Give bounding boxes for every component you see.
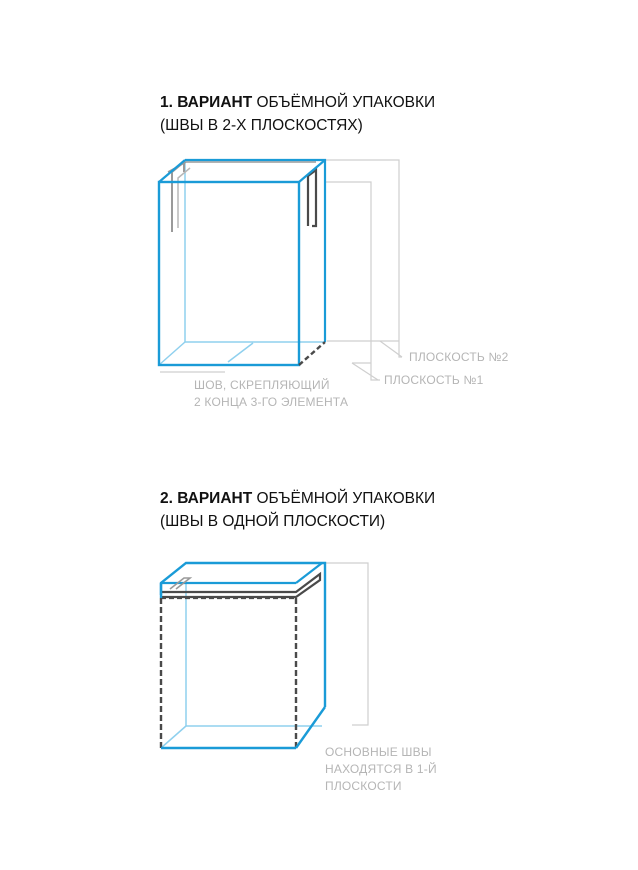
back-top-frame (185, 160, 325, 342)
v2-bottom-left-diagonal (161, 726, 186, 748)
plane1-label: ПЛОСКОСТЬ №1 (384, 373, 484, 387)
left-seam-strip-inner (178, 168, 190, 228)
variant1-subtitle: (ШВЫ В 2-Х ПЛОСКОСТЯХ) (160, 117, 363, 134)
variant2-box-drawing (161, 563, 368, 748)
bottom-right-dashed-seam (299, 342, 325, 365)
variant1-seam-label (194, 377, 348, 411)
variant1-title: ОБЪЁМНОЙ УПАКОВКИ (252, 94, 436, 111)
variant2-subtitle: (ШВЫ В ОДНОЙ ПЛОСКОСТИ) (160, 513, 386, 530)
plane1-label-tick (352, 363, 378, 380)
plane2-guide (325, 160, 402, 357)
right-seam-strip (308, 170, 316, 226)
top-gray-strip (168, 162, 316, 172)
v2-bottom-right-diagonal (296, 707, 325, 748)
variant2-seam-label (325, 744, 437, 795)
plane1-guide (325, 182, 380, 380)
variant2-seam-label-line1: ОСНОВНЫЕ ШВЫ (325, 745, 432, 759)
variant1-seam-label-line1: ШОВ, СКРЕПЛЯЮЩИЙ (194, 378, 330, 392)
seam-leader (228, 343, 253, 362)
top-right-diagonal (299, 160, 325, 182)
variant2-number: 2. ВАРИАНТ (160, 490, 253, 507)
front-face (159, 182, 299, 365)
bottom-left-diagonal (159, 342, 185, 365)
plane-guide-2 (326, 563, 368, 725)
variant2-seam-label-line2: НАХОДЯТСЯ В 1-Й (325, 762, 437, 776)
variant2-title: ОБЪЁМНОЙ УПАКОВКИ (252, 490, 436, 507)
variant1-seam-label-line2: 2 КОНЦА 3-ГО ЭЛЕМЕНТА (194, 395, 349, 409)
variant2-seam-label-line3: ПЛОСКОСТИ (325, 779, 402, 793)
plane2-label: ПЛОСКОСТЬ №2 (409, 350, 509, 364)
variant1-box-drawing (159, 160, 402, 380)
variant1-number: 1. ВАРИАНТ (160, 94, 253, 111)
